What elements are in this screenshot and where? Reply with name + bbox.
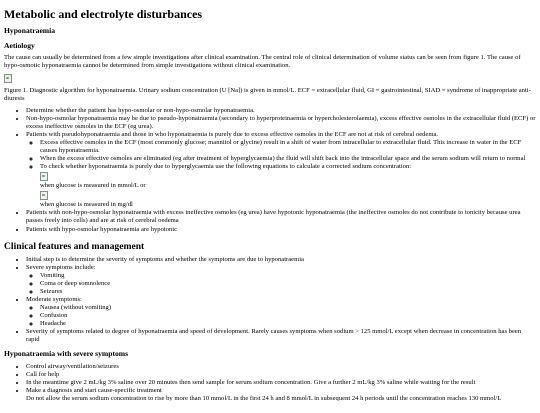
figure-1-image — [4, 74, 536, 83]
subsection-heading-aetiology: Aetiology — [4, 40, 35, 50]
list-item: ◦ Excess effective osmoles in the ECF (most commonly glucose; mannitol or glycine) result in a shift of water from intracellular to extracellular fluid. This increase in water in the ECF causes hyponatraemia. — [40, 139, 536, 155]
aetiology-sublist — [26, 139, 536, 209]
broken-image-icon — [40, 191, 48, 200]
list-item: ◦ Coma or deep somnolence — [40, 280, 536, 288]
formula-1-note: when glucose is measured in mmol/L or — [40, 182, 146, 190]
list-item: • Patients with non-hypo-osmolar hyponatraemia with excess ineffective osmoles (eg urea) have hypotonic hyponatraemia (the ineffective osmoles do not contribute to tonicity because urea passes freely into cells) and are at risk of cerebral oedema — [26, 209, 536, 225]
list-item-text: Severe symptoms include: — [26, 264, 96, 272]
list-item: • Call for help — [26, 371, 536, 379]
list-item: • Make a diagnosis and start cause-specific treatment — [26, 387, 536, 395]
formula-2-note: when glucose is measured in mg/dl — [40, 201, 133, 209]
severe-management-list — [4, 363, 536, 401]
list-item-text: Moderate symptoms: — [26, 296, 82, 304]
list-item — [26, 296, 536, 328]
section-heading-clinical-features: Clinical features and management — [4, 240, 145, 252]
list-item: • Severity of symptoms related to degree of hyponatraemia and speed of development. Rarely causes symptoms when sodium > 125 mmol/L except when decrease in concentration has been rapid — [26, 328, 536, 344]
formula-2-image — [40, 191, 536, 200]
list-item-text: Patients with pseudohyponatraemia and those in who hyponatraemia is purely due to excess effective osmoles in the ECF are not at risk of cerebral oedema. — [26, 131, 439, 139]
list-item: • Do not allow the serum sodium concentration to rise by more than 10 mmol/L in the first 24 h and 8 mmol/L in subsequent 24 h periods until the concentration reaches 130 mmol/L — [26, 395, 536, 401]
list-item: • Control airway/ventilation/seizures — [26, 363, 536, 371]
aetiology-list — [4, 107, 536, 234]
document-page — [0, 8, 540, 413]
list-item: • Initial step is to determine the severity of symptoms and whether the symptoms are due to hyponatraemia — [26, 256, 536, 264]
list-item: • Non-hypo-osmolar hyponatraemia may be due to pseudo-hyponatraemia (secondary to hyperproteinaemia or hypercholesterolaemia), excess effective osmoles in the extracellular fluid (ECF) or excess ineffective osmoles in the ECF (eg urea). — [26, 115, 536, 131]
clinical-features-list — [4, 256, 536, 344]
list-item — [40, 163, 536, 209]
list-item: ◦ Seizures — [40, 288, 536, 296]
list-item — [26, 264, 536, 296]
aetiology-intro: The cause can usually be determined from a few simple investigations after clinical examination. The central role of clinical determination of volume status can be seen from figure 1. The cause of hypo-osmotic hyponatraemia cannot be determined from simple investigations without clinical examination. — [4, 53, 521, 69]
page-title: Metabolic and electrolyte disturbances — [4, 7, 203, 21]
list-item — [26, 131, 536, 209]
moderate-symptoms-list — [26, 304, 536, 328]
section-heading-severe-symptoms: Hyponatraemia with severe symptoms — [4, 349, 129, 359]
list-item: • Determine whether the patient has hypo-osmolar or non-hypo-osmolar hyponatraemia. — [26, 107, 536, 115]
list-item: ◦ Headache — [40, 320, 536, 328]
section-heading-hyponatraemia: Hyponatraemia — [4, 26, 56, 36]
list-item: • Patients with hypo-osmolar hyponatraemia are hypotonic — [26, 226, 536, 234]
broken-image-icon — [40, 172, 48, 181]
list-item: ◦ Nausea (without vomiting) — [40, 304, 536, 312]
list-item: • In the meantime give 2 mL/kg 3% saline over 20 minutes then send sample for serum sodium concentration. Give a further 2 mL/kg 3% saline while waiting for the result — [26, 379, 536, 387]
list-item: ◦ Vomiting — [40, 272, 536, 280]
figure-1-caption: Figure 1. Diagnostic algorithm for hyponatraemia. Urinary sodium concentration (U [Na]) is given in mmol/L. ECF = extracellular fluid, GI = gastrointestinal, SIAD = syndrome of inappropriate anti-diuresis — [4, 86, 531, 103]
broken-image-icon — [4, 74, 12, 83]
severe-symptoms-list — [26, 272, 536, 296]
formula-1-image — [40, 172, 536, 181]
list-item: ◦ When the excess effective osmoles are eliminated (eg after treatment of hyperglycaemia) the fluid will shift back into the intracellular space and the serum sodium will return to normal — [40, 155, 536, 163]
list-item: ◦ Confusion — [40, 312, 536, 320]
list-item-text: To check whether hyponatraemia is purely due to hyperglycaemia use the following equations to calculate a corrected sodium concentration: — [40, 163, 412, 171]
